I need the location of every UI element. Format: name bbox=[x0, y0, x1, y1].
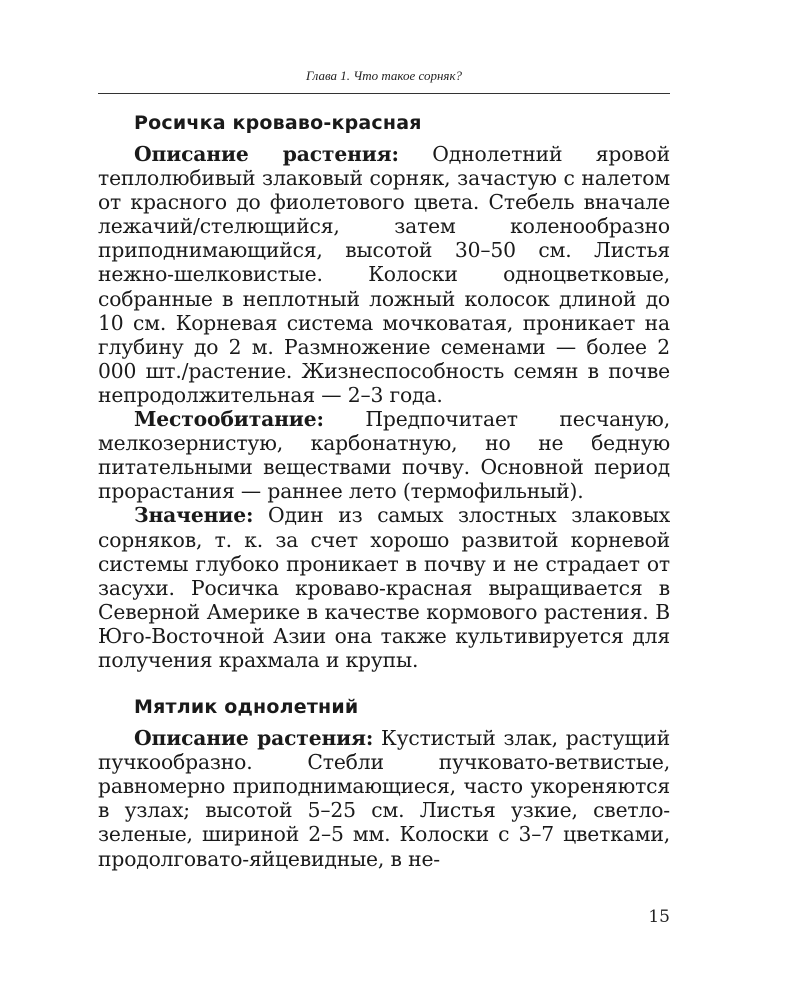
page-content bbox=[98, 112, 670, 871]
paragraph-text: Кустистый злак, растущий пучкообразно. Стебли пучковато-ветвистые, равномерно приподнимающиеся, часто укореняются в узлах; высотой 5–25 см. Листья узкие, светло-зеленые, шириной 2–5 мм. Колоски с 3–7 цветками, продолговато-яйцевидные, в не- bbox=[98, 726, 670, 871]
paragraph-label: Описание растения: bbox=[134, 726, 374, 751]
page-number: 15 bbox=[648, 907, 670, 927]
paragraph-habitat bbox=[98, 407, 670, 503]
section-title-rosichka: Росичка кроваво-красная bbox=[134, 112, 422, 134]
paragraph-description bbox=[98, 142, 670, 407]
paragraph-label: Описание растения: bbox=[134, 142, 399, 166]
paragraph-label: Местообитание: bbox=[134, 407, 324, 432]
paragraph-text: Однолетний яровой теплолюбивый злаковый сорняк, зачастую с налетом от красного до фиолетового цвета. Стебель вначале лежачий/стелющийся, затем коленообразно приподнимающийся, высотой 30–50 см. Листья нежно-шелковистые. Колоски одноцветковые, собранные в неплотный ложный колосок длиной до 10 см. Корневая система мочковатая, проникает на глубину до 2 м. Размножение семенами — более 2 000 шт./растение. Жизнеспособность семян в почве непродолжительная — 2–3 года. bbox=[98, 142, 670, 407]
section-title-myatlik: Мятлик однолетний bbox=[134, 696, 359, 719]
paragraph-description bbox=[98, 726, 670, 871]
paragraph-text: Предпочитает песчаную, мелкозернистую, карбонатную, но не бедную питательными веществами почву. Основной период прорастания — раннее лето (термофильный). bbox=[98, 407, 670, 504]
paragraph-significance bbox=[98, 503, 670, 672]
paragraph-text: Один из самых злостных злаковых сорняков, т. к. за счет хорошо развитой корневой системы глубоко проникает в почву и не страдает от засухи. Росичка кроваво-красная выращивается в Северной Америке в качестве кормового растения. В Юго-Восточной Азии она также культивируется для получения крахмала и крупы. bbox=[98, 503, 670, 672]
paragraph-label: Значение: bbox=[134, 503, 254, 528]
header-rule bbox=[98, 93, 670, 94]
running-head: Глава 1. Что такое сорняк? bbox=[305, 68, 463, 83]
